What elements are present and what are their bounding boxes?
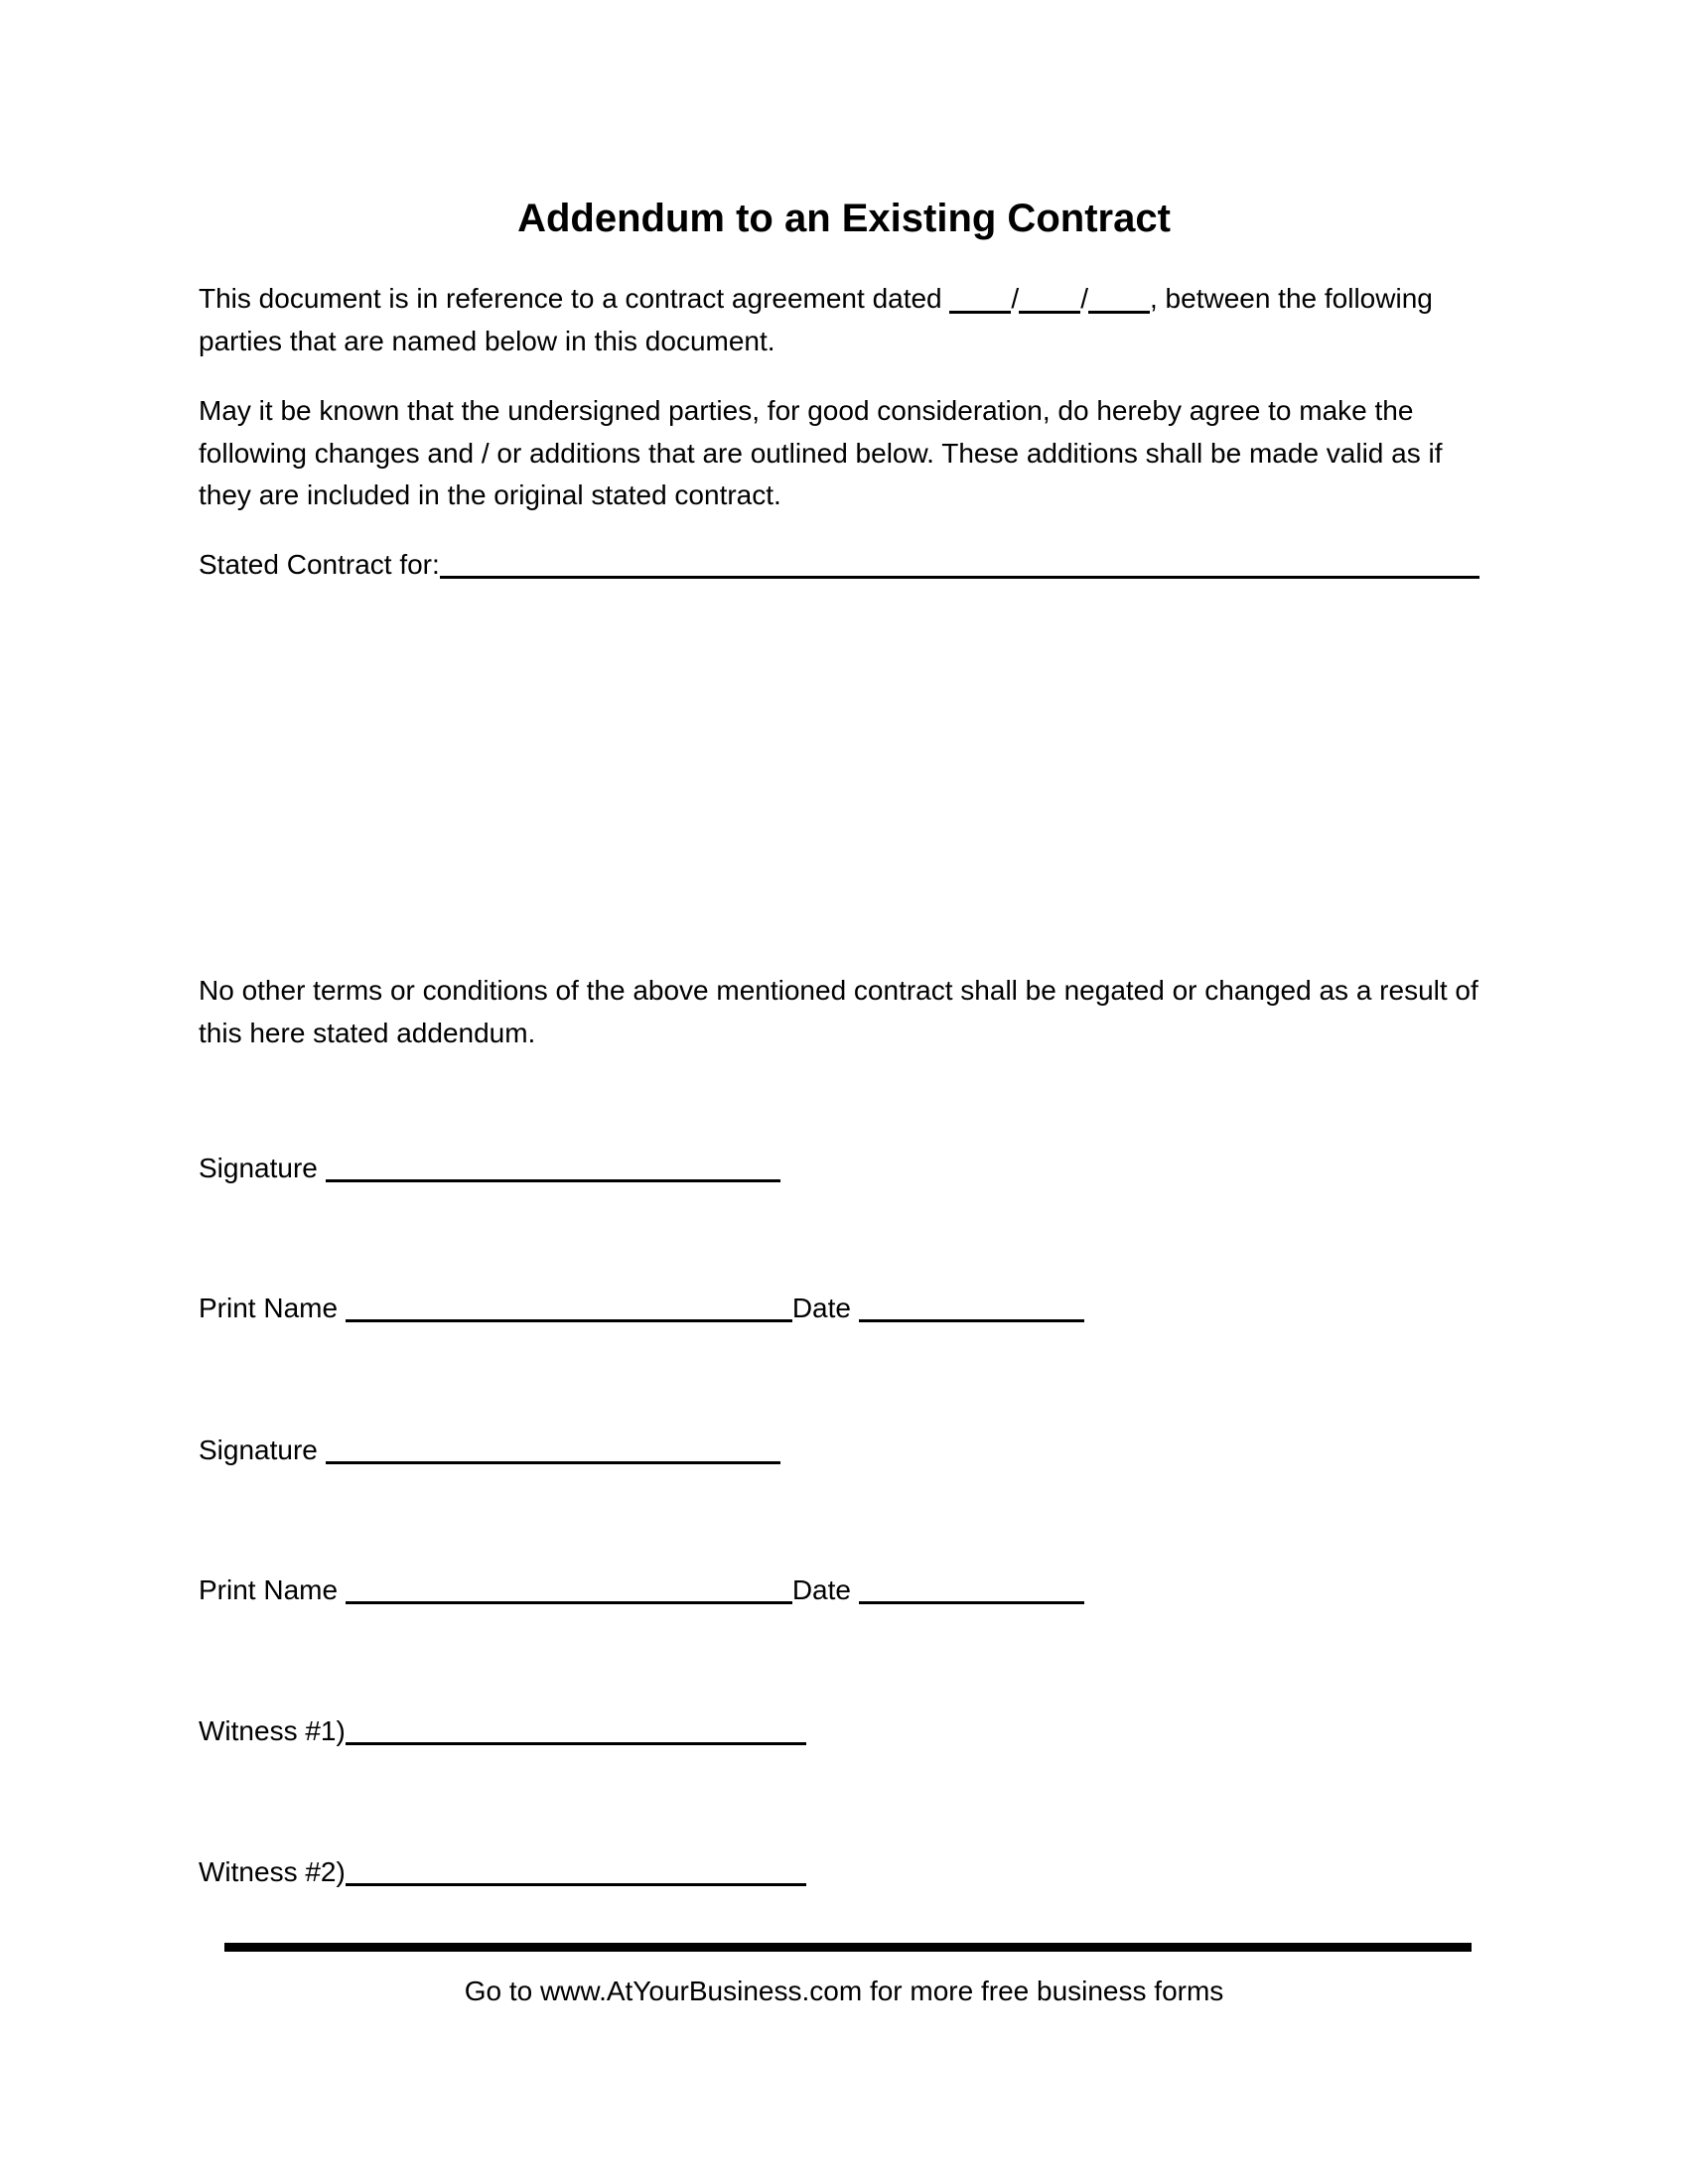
date-field-2[interactable] bbox=[859, 1570, 1084, 1604]
print-name-field-2[interactable] bbox=[346, 1570, 792, 1604]
witness-2-field[interactable] bbox=[346, 1851, 806, 1886]
stated-contract-label: Stated Contract for: bbox=[199, 549, 440, 580]
agreement-paragraph: May it be known that the undersigned parties, for good consideration, do hereby agree to make the following changes and / or additions that are outlined below. These additions shall be made valid as if they are included in the original stated contract. bbox=[199, 395, 1443, 510]
print-name-row-2 bbox=[199, 1570, 1084, 1610]
signature-row-1 bbox=[199, 1148, 780, 1188]
signature-field-1[interactable] bbox=[326, 1148, 780, 1182]
witness-row-2 bbox=[199, 1851, 806, 1892]
witness-1-field[interactable] bbox=[346, 1710, 806, 1745]
signature-label: Signature bbox=[199, 1153, 318, 1183]
intro-paragraph bbox=[199, 278, 1499, 362]
print-name-row-1 bbox=[199, 1288, 1084, 1328]
signature-row-2 bbox=[199, 1430, 780, 1470]
date-month-field[interactable] bbox=[949, 283, 1011, 314]
print-name-label: Print Name bbox=[199, 1574, 339, 1605]
witness-1-label: Witness #1) bbox=[199, 1715, 346, 1746]
intro-text-end: , between the following parties that are named below in this document. bbox=[199, 283, 1433, 356]
witness-2-label: Witness #2) bbox=[199, 1856, 346, 1887]
date-label: Date bbox=[791, 1293, 851, 1323]
intro-text-start: This document is in reference to a contract agreement dated bbox=[199, 283, 950, 314]
print-name-label: Print Name bbox=[199, 1293, 339, 1323]
terms-paragraph: No other terms or conditions of the above mentioned contract shall be negated or changed as a result of this here stated addendum. bbox=[199, 975, 1478, 1048]
date-field-1[interactable] bbox=[859, 1288, 1084, 1322]
witness-row-1 bbox=[199, 1710, 806, 1751]
date-separator: / bbox=[1080, 283, 1088, 314]
date-separator: / bbox=[1011, 283, 1020, 314]
stated-contract-row bbox=[199, 544, 1479, 585]
signature-label: Signature bbox=[199, 1434, 318, 1465]
date-year-field[interactable] bbox=[1088, 283, 1150, 314]
signature-field-2[interactable] bbox=[326, 1430, 780, 1464]
date-day-field[interactable] bbox=[1019, 283, 1080, 314]
print-name-field-1[interactable] bbox=[346, 1288, 792, 1322]
footer-divider bbox=[224, 1943, 1472, 1952]
footer-text: Go to www.AtYourBusiness.com for more free business forms bbox=[464, 1976, 1224, 2006]
date-label: Date bbox=[791, 1574, 851, 1605]
stated-contract-field[interactable] bbox=[440, 544, 1479, 579]
document-title: Addendum to an Existing Contract bbox=[517, 197, 1171, 240]
